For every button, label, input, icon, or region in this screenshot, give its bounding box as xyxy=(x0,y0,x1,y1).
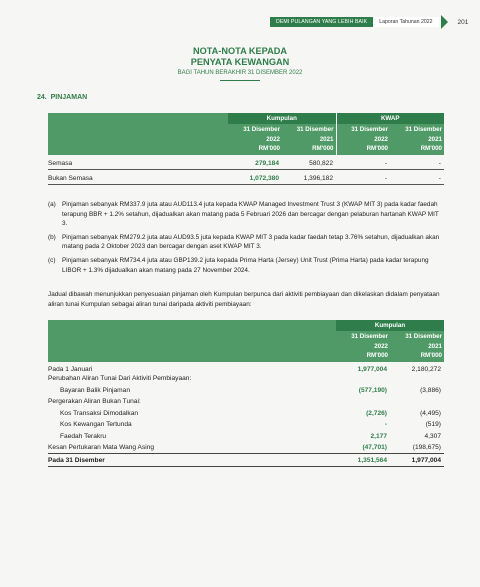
column-header: 31 Disember 2021 RM'000 xyxy=(390,124,444,155)
page-number: 201 xyxy=(457,18,469,26)
cell-value: 2,180,272 xyxy=(411,365,441,373)
column-header: 31 Disember 2022 RM'000 xyxy=(336,124,390,155)
table-row xyxy=(48,362,444,374)
cell-value: 279,184 xyxy=(228,155,282,170)
note-text: Pinjaman sebanyak RM337.9 juta atau AUD113.4 juta kepada KWAP Managed Investment Trust 3 (KWAP MIT 3) pada kadar faedah terapung BBR + 1.2% setahun, dijadualkan akan matang pada 5 Februari 2026 dan bercagar dengan pelaburan hartanah KWAP MIT 3. xyxy=(62,201,439,228)
note-item xyxy=(48,256,444,275)
row-label: Bukan Semasa xyxy=(48,170,228,185)
total-row xyxy=(48,454,444,467)
table-row xyxy=(48,442,444,454)
column-header: 31 Disember 2022 RM'000 xyxy=(336,331,390,362)
cell-value: (47,701) xyxy=(362,444,387,451)
chevron-right-icon xyxy=(441,15,448,29)
table-row xyxy=(48,419,444,431)
table-row xyxy=(48,396,444,408)
cell-value xyxy=(390,396,444,408)
row-label: Pada 1 Januari xyxy=(48,365,93,373)
cell-value: (2,726) xyxy=(366,409,387,417)
cell-value xyxy=(336,373,390,385)
row-label: Kesan Pertukaran Mata Wang Asing xyxy=(48,444,155,451)
cell-value: (577,190) xyxy=(358,386,387,394)
row-label: Perubahan Aliran Tunai Dari Aktiviti Pembiayaan: xyxy=(48,375,192,383)
cell-value: 580,822 xyxy=(282,155,336,170)
cell-value: (3,886) xyxy=(420,386,441,394)
cell-value: 1,977,004 xyxy=(357,365,387,373)
table-row xyxy=(48,170,444,185)
cell-value: (198,675) xyxy=(412,444,441,451)
total-value: 1,977,004 xyxy=(390,454,444,467)
cell-value: 1,396,182 xyxy=(282,170,336,185)
note-label: (a) xyxy=(48,201,56,208)
row-label: Semasa xyxy=(48,155,228,170)
page-title-line1: NOTA-NOTA KEPADA xyxy=(192,46,288,56)
row-label: Kos Kewangan Tertunda xyxy=(60,421,132,429)
title-divider xyxy=(220,80,260,81)
row-label: Faedah Terakru xyxy=(60,432,107,440)
loan-notes xyxy=(48,200,444,279)
cell-value: - xyxy=(336,155,390,170)
section-number: 24. xyxy=(37,94,47,101)
page-header xyxy=(270,15,468,29)
row-label: Kos Transaksi Dimodalkan xyxy=(60,409,139,417)
total-label: Pada 31 Disember xyxy=(48,454,336,467)
reconciliation-intro: Jadual dibawah menunjukkan penyesuaian pinjaman oleh Kumpulan berpunca dari aktiviti pembiayaan dan dikelaskan didalam penyataan aliran tunai Kumpulan sebagai aliran tunai daripada aktiviti pembiayaan: xyxy=(48,291,440,308)
group-header-kumpulan: Kumpulan xyxy=(336,320,444,331)
note-item xyxy=(48,200,444,229)
cell-value: 2,177 xyxy=(370,432,387,440)
table-row xyxy=(48,385,444,397)
group-header-kumpulan: Kumpulan xyxy=(228,113,336,124)
note-label: (b) xyxy=(48,233,56,241)
note-label: (c) xyxy=(48,256,56,264)
group-header-kwap: KWAP xyxy=(336,113,444,124)
note-item xyxy=(48,233,444,252)
page-title-line2: PENYATA KEWANGAN xyxy=(190,57,290,67)
header-section-label: DEMI PULANGAN YANG LEBIH BAIK xyxy=(270,17,373,27)
column-header: 31 Disember 2021 RM'000 xyxy=(390,331,444,362)
table-row xyxy=(48,373,444,385)
cell-value: - xyxy=(390,170,444,185)
cell-value: 4,307 xyxy=(424,432,441,440)
note-text: Pinjaman sebanyak RM734.4 juta atau GBP139.2 juta kepada Prima Harta (Jersey) Unit Trust (Prima Harta) pada kadar terapung LIBOR + 1.3% dijadualkan akan matang pada 27 November 2024. xyxy=(62,256,429,274)
table-column-header xyxy=(48,124,444,155)
cell-value: 1,072,380 xyxy=(228,170,282,185)
column-header: 31 Disember 2021 RM'000 xyxy=(282,124,336,155)
section-name: PINJAMAN xyxy=(50,94,88,101)
page-subtitle: BAGI TAHUN BERAKHIR 31 DISEMBER 2022 xyxy=(177,70,303,76)
header-report-label: Laporan Tahunan 2022 xyxy=(373,17,438,27)
cell-value: - xyxy=(384,421,387,429)
total-value: 1,351,564 xyxy=(336,454,390,467)
table-row xyxy=(48,155,444,170)
cell-value: (519) xyxy=(425,421,441,429)
section-heading xyxy=(37,94,87,101)
table-row xyxy=(48,408,444,420)
table-group-header xyxy=(48,113,444,124)
row-label: Bayaran Balik Pinjaman xyxy=(60,386,131,394)
table-column-header xyxy=(48,331,444,362)
row-label: Pergerakan Aliran Bukan Tunai: xyxy=(48,398,141,406)
cell-value: - xyxy=(336,170,390,185)
cell-value xyxy=(390,373,444,385)
loans-table xyxy=(48,113,444,185)
cell-value: (4,495) xyxy=(420,409,441,417)
note-text: Pinjaman sebanyak RM279.2 juta atau AUD93.5 juta kepada KWAP MIT 3 pada kadar faedah tetap 3.76% setahun, dijadualkan akan matang pada 2 Oktober 2023 dan bercagar dengan aset KWAP MIT 3. xyxy=(62,233,440,251)
title-block xyxy=(0,46,480,81)
cell-value: - xyxy=(390,155,444,170)
cell-value xyxy=(336,396,390,408)
reconciliation-table xyxy=(48,320,444,467)
column-header: 31 Disember 2022 RM'000 xyxy=(228,124,282,155)
table-group-header xyxy=(48,320,444,331)
table-row xyxy=(48,431,444,443)
